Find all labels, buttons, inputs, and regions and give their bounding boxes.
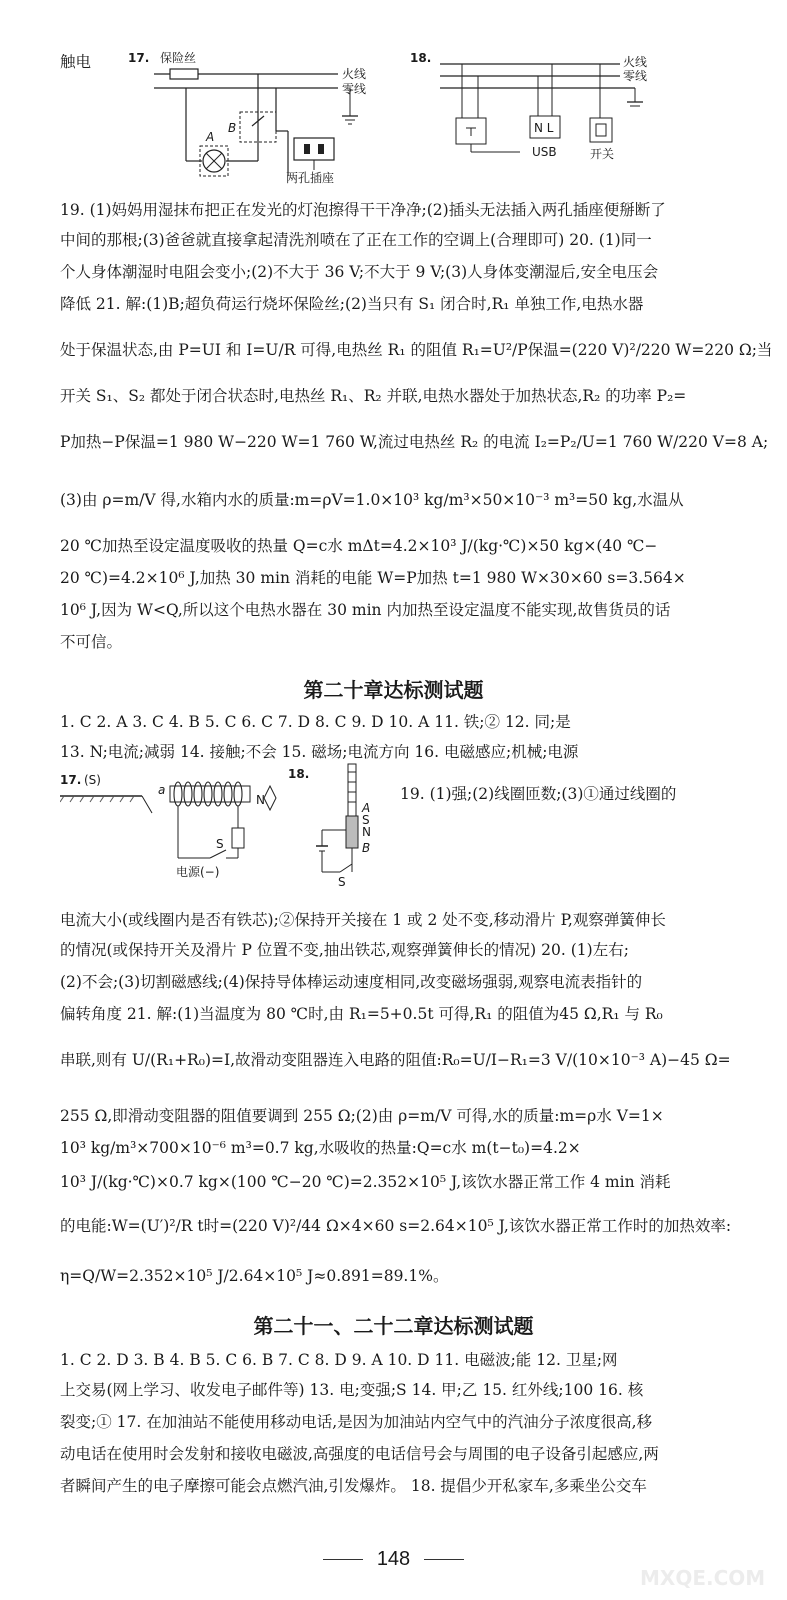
text-line: 裂变;① 17. 在加油站不能使用移动电话,是因为加油站内空气中的汽油分子浓度很高,移 xyxy=(60,1413,653,1431)
text-line: 的情况(或保持开关及滑片 P 位置不变,抽出铁芯,观察弹簧伸长的情况) 20. (1)左右; xyxy=(60,941,629,959)
watermark-logo: MXQE.COM xyxy=(640,1566,766,1590)
socket-symbol xyxy=(294,138,334,160)
text-line: 串联,则有 U/(R₁+R₀)=I,故滑动变阻器连入电路的阻值:R₀=U/I−R₁=3 V/(10×10⁻³ A)−45 Ω= xyxy=(60,1051,731,1069)
fig18-number: 18. xyxy=(288,767,310,781)
text-line: 的电能:W=(U′)²/R t时=(220 V)²/44 Ω×4×60 s=2.64×10⁵ J,该饮水器正常工作时的加热效率: xyxy=(60,1217,732,1235)
q18-number: 18. xyxy=(410,51,432,65)
fig18-N-label: N xyxy=(362,825,371,839)
text-line: 255 Ω,即滑动变阻器的阻值要调到 255 Ω;(2)由 ρ=m/V 可得,水的质量:m=ρ水 V=1× xyxy=(60,1107,664,1125)
text-line: 个人身体潮湿时电阻会变小;(2)不大于 36 V;不大于 9 V;(3)人身体变潮湿后,安全电压会 xyxy=(60,263,659,281)
text-line: 1. C 2. D 3. B 4. B 5. C 6. B 7. C 8. D 9. A 10. D 11. 电磁波;能 12. 卫星;网 xyxy=(60,1351,618,1369)
fig17-a-label: a xyxy=(158,783,166,797)
text-line: (2)不会;(3)切割磁感线;(4)保持导体棒运动速度相同,改变磁场强弱,观察电流表指针的 xyxy=(60,973,643,991)
fuse-symbol xyxy=(170,69,198,79)
text-line: 中间的那根;(3)爸爸就直接拿起清洗剂喷在了正在工作的空调上(合理即可) 20. (1)同一 xyxy=(60,231,652,249)
q17-A-label: A xyxy=(206,130,215,144)
text-line: 20 ℃加热至设定温度吸收的热量 Q=c水 mΔt=4.2×10³ J/(kg·℃)×50 kg×(40 ℃− xyxy=(60,537,658,555)
switch-symbol xyxy=(590,118,612,142)
text-line: 19. (1)妈妈用湿抹布把正在发光的灯泡擦得干干净净;(2)插头无法插入两孔插座便掰断了 xyxy=(60,201,666,219)
fig18-B-label: B xyxy=(362,841,371,855)
circuit-figure-17 xyxy=(128,46,398,186)
text-line: η=Q/W=2.352×10⁵ J/2.64×10⁵ J≈0.891=89.1%。 xyxy=(60,1267,449,1285)
rheostat-symbol xyxy=(232,828,244,848)
electromagnet-figure-17 xyxy=(60,768,290,878)
text-line: 电流大小(或线圈内是否有铁芯);②保持开关接在 1 或 2 处不变,移动滑片 P,观察弹簧伸长 xyxy=(60,911,666,929)
text-line: 降低 21. 解:(1)B;超负荷运行烧坏保险丝;(2)当只有 S₁ 闭合时,R₁ 单独工作,电热水器 xyxy=(60,295,644,313)
fig18-switch-label: S xyxy=(338,875,346,889)
text-line: 20 ℃)=4.2×10⁶ J,加热 30 min 消耗的电能 W=P加热 t=1 980 W×30×60 s=3.564× xyxy=(60,569,686,587)
rule-left xyxy=(323,1559,363,1560)
q17-fuse-label: 保险丝 xyxy=(160,51,197,65)
text-line: 偏转角度 21. 解:(1)当温度为 80 ℃时,由 R₁=5+0.5t 可得,R₁ 的阻值为45 Ω,R₁ 与 R₀ xyxy=(60,1005,663,1023)
page-number-text: 148 xyxy=(376,1548,411,1570)
q18-live-label: 火线 xyxy=(623,55,648,69)
q17-socket-label: 两孔插座 xyxy=(286,171,335,185)
q17-B-label: B xyxy=(228,121,237,135)
fig17-S-label: (S) xyxy=(84,773,101,787)
q17-neutral-label: 零线 xyxy=(342,82,367,96)
text-line: 者瞬间产生的电子摩擦可能会点燃汽油,引发爆炸。 18. 提倡少开私家车,多乘坐公交车 xyxy=(60,1477,647,1495)
fig17-switch-label: S xyxy=(216,837,224,851)
spring-electromagnet-figure-18 xyxy=(288,760,378,890)
answer-line: 1. C 2. A 3. C 4. B 5. C 6. C 7. D 8. C 9. D 10. A 11. 铁;② 12. 同;是 xyxy=(60,713,571,731)
q18-usb-label: USB xyxy=(532,145,557,159)
text-line: 10³ kg/m³×700×10⁻⁶ m³=0.7 kg,水吸收的热量:Q=c水 m(t−t₀)=4.2× xyxy=(60,1139,581,1157)
text-line: 处于保温状态,由 P=UI 和 I=U/R 可得,电热丝 R₁ 的阻值 R₁=U²/P保温=(220 V)²/220 W=220 Ω;当 xyxy=(60,341,773,359)
fig18-S-label: S xyxy=(362,813,370,827)
text-line: 上交易(网上学习、收发电子邮件等) 13. 电;变强;S 14. 甲;乙 15. 红外线;100 16. 核 xyxy=(60,1381,644,1399)
q18-switch-label: 开关 xyxy=(590,147,615,161)
circuit-figure-18 xyxy=(410,46,660,166)
rule-right xyxy=(424,1559,464,1560)
text-line: (3)由 ρ=m/V 得,水箱内水的质量:m=ρV=1.0×10³ kg/m³×50×10⁻³ m³=50 kg,水温从 xyxy=(60,491,684,509)
fig18-A-label: A xyxy=(362,801,371,815)
fig17-N-label: N xyxy=(256,793,265,807)
fig17-power-label: 电源(−) xyxy=(176,865,220,878)
text-line: 10⁶ J,因为 W<Q,所以这个电热水器在 30 min 内加热至设定温度不能实现,故售货员的话 xyxy=(60,601,671,619)
chapter-21-22-title: 第二十一、二十二章达标测试题 xyxy=(253,1314,534,1338)
text-line: 开关 S₁、S₂ 都处于闭合状态时,电热丝 R₁、R₂ 并联,电热水器处于加热状态,R₂ 的功率 P₂= xyxy=(60,387,687,405)
text-line: P加热−P保温=1 980 W−220 W=1 760 W,流过电热丝 R₂ 的电流 I₂=P₂/U=1 760 W/220 V=8 A; xyxy=(60,433,769,451)
fig17-number: 17. xyxy=(60,773,82,787)
label-chudian: 触电 xyxy=(60,53,92,71)
text-line: 10³ J/(kg·℃)×0.7 kg×(100 ℃−20 ℃)=2.352×10⁵ J,该饮水器正常工作 4 min 消耗 xyxy=(60,1173,671,1191)
q17-number: 17. xyxy=(128,51,150,65)
answer-line: 13. N;电流;减弱 14. 接触;不会 15. 磁场;电流方向 16. 电磁感应;机械;电源 xyxy=(60,743,579,761)
text-line: 动电话在使用时会发射和接收电磁波,高强度的电话信号会与周围的电子设备引起感应,两 xyxy=(60,1445,659,1463)
answer-19-inline: 19. (1)强;(2)线圈匝数;(3)①通过线圈的 xyxy=(400,785,677,803)
q18-neutral-label: 零线 xyxy=(623,69,648,83)
q17-live-label: 火线 xyxy=(342,67,367,81)
chapter-20-title: 第二十章达标测试题 xyxy=(303,678,484,702)
text-line: 不可信。 xyxy=(60,633,123,651)
q18-nl-label: N L xyxy=(534,121,554,135)
